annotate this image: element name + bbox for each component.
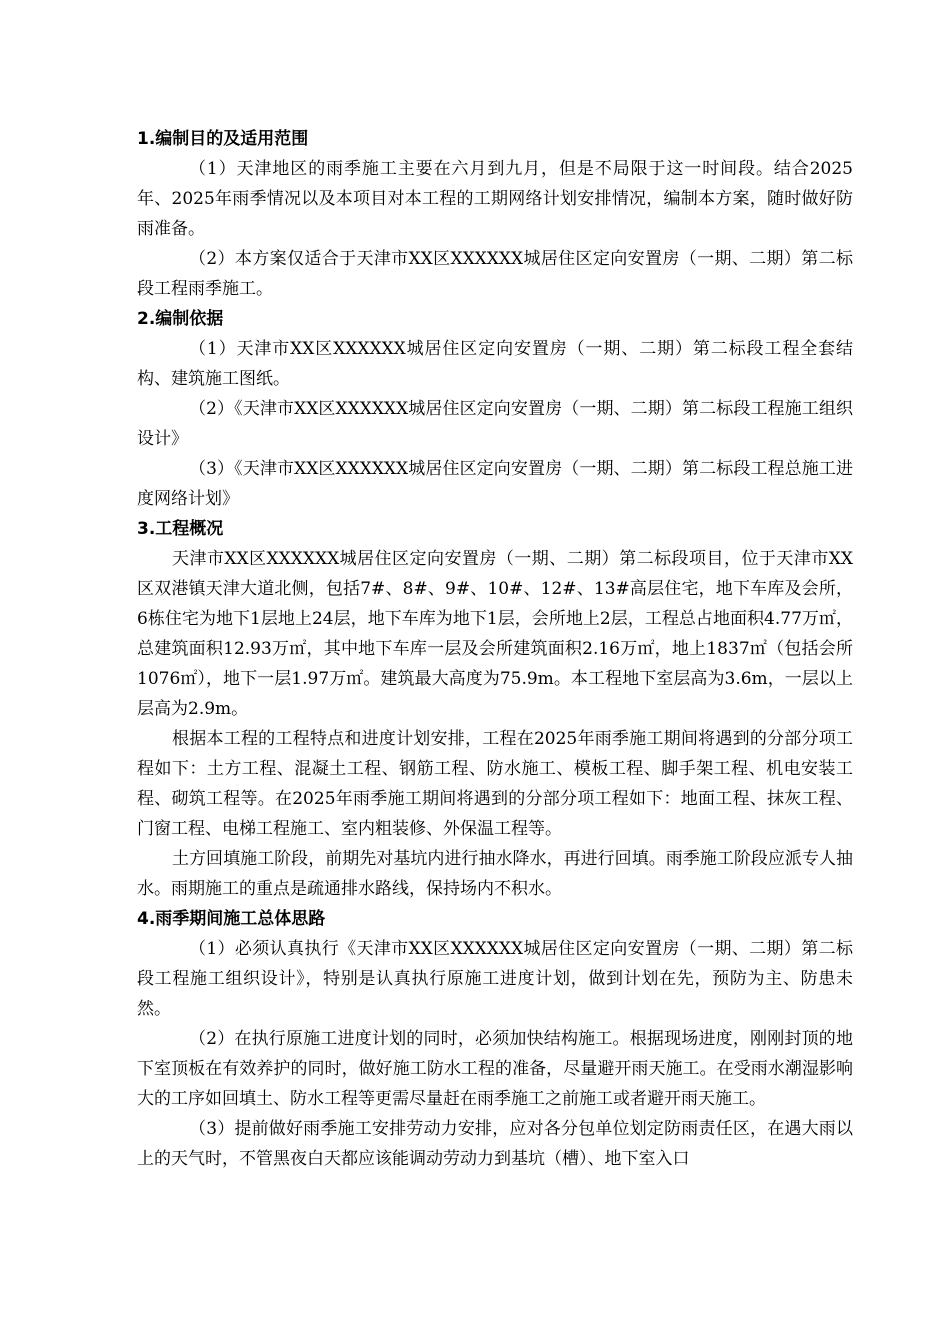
paragraph: （2）《天津市XX区XXXXXX城居住区定向安置房（一期、二期）第二标段工程施工组织设计》 <box>137 399 853 449</box>
paragraph: （1）必须认真执行《天津市XX区XXXXXX城居住区定向安置房（一期、二期）第二标段工程施工组织设计》，特别是认真执行原施工进度计划，做到计划在先，预防为主、防患未然。 <box>137 939 853 1019</box>
paragraph: （1）天津市XX区XXXXXX城居住区定向安置房（一期、二期）第二标段工程全套结构、建筑施工图纸。 <box>137 339 853 389</box>
paragraph: （3）提前做好雨季施工安排劳动力安排，应对各分包单位划定防雨责任区，在遇大雨以上的天气时，不管黑夜白天都应该能调动劳动力到基坑（槽）、地下室入口 <box>137 1119 853 1169</box>
section-heading-purpose: 1.编制目的及适用范围 <box>137 129 309 149</box>
section-heading-overview: 3.工程概况 <box>137 519 224 539</box>
paragraph: （2）本方案仅适合于天津市XX区XXXXXX城居住区定向安置房（一期、二期）第二标段工程雨季施工。 <box>137 249 853 299</box>
section-heading-approach: 4.雨季期间施工总体思路 <box>137 909 326 929</box>
paragraph: 土方回填施工阶段，前期先对基坑内进行抽水降水，再进行回填。雨季施工阶段应派专人抽水。雨期施工的重点是疏通排水路线，保持场内不积水。 <box>137 849 853 899</box>
paragraph: （2）在执行原施工进度计划的同时，必须加快结构施工。根据现场进度，刚刚封顶的地下室顶板在有效养护的同时，做好施工防水工程的准备，尽量避开雨天施工。在受雨水潮湿影响大的工序如回填土、防水工程等更需尽量赶在雨季施工之前施工或者避开雨天施工。 <box>137 1029 853 1109</box>
paragraph: （3）《天津市XX区XXXXXX城居住区定向安置房（一期、二期）第二标段工程总施工进度网络计划》 <box>137 459 853 509</box>
paragraph: （1）天津地区的雨季施工主要在六月到九月，但是不局限于这一时间段。结合2025年、2025年雨季情况以及本项目对本工程的工期网络计划安排情况，编制本方案，随时做好防雨准备。 <box>137 159 853 239</box>
paragraph: 天津市XX区XXXXXX城居住区定向安置房（一期、二期）第二标段项目，位于天津市XX区双港镇天津大道北侧，包括7#、8#、9#、10#、12#、13#高层住宅，地下车库及会所，6栋住宅为地下1层地上24层，地下车库为地下1层，会所地上2层，工程总占地面积4.77万㎡，总建筑面积12.93万㎡，其中地下车库一层及会所建筑面积2.16万㎡，地上1837㎡（包括会所1076㎡），地下一层1.97万㎡。建筑最大高度为75.9m。本工程地下室层高为3.6m，一层以上层高为2.9m。 <box>137 549 853 719</box>
document-body <box>137 124 853 1174</box>
section-heading-basis: 2.编制依据 <box>137 309 224 329</box>
paragraph: 根据本工程的工程特点和进度计划安排，工程在2025年雨季施工期间将遇到的分部分项工程如下：土方工程、混凝土工程、钢筋工程、防水施工、模板工程、脚手架工程、机电安装工程、砌筑工程等。在2025年雨季施工期间将遇到的分部分项工程如下：地面工程、抹灰工程、门窗工程、电梯工程施工、室内粗装修、外保温工程等。 <box>137 729 853 839</box>
